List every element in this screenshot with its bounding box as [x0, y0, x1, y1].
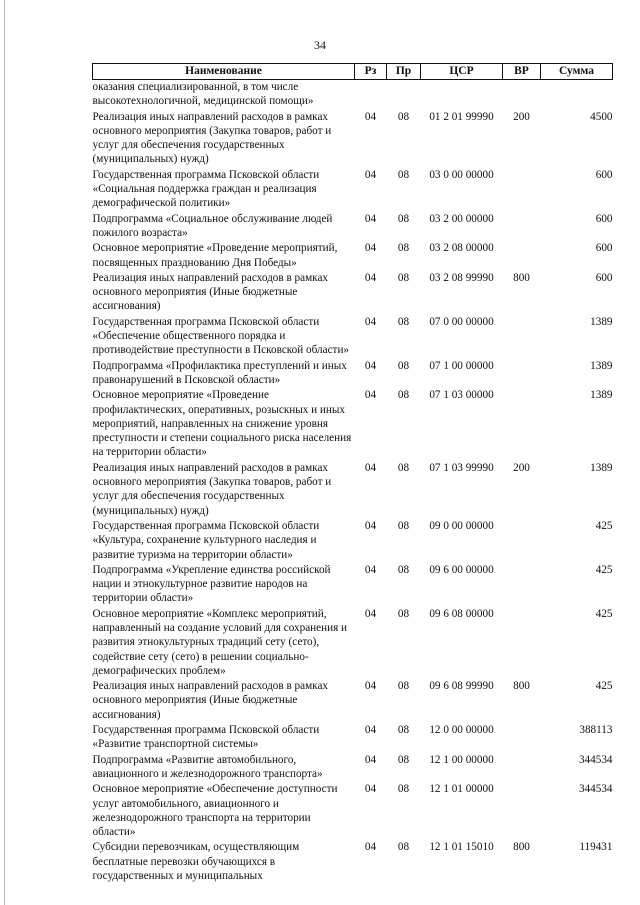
cell-pr: 08	[397, 680, 410, 693]
cell-pr	[387, 80, 421, 110]
table-body	[93, 80, 613, 885]
cell-rz: 04	[364, 110, 377, 123]
table-row	[93, 388, 613, 460]
cell-csr: 03 2 08 00000	[429, 242, 494, 255]
cell-csr: 03 2 08 99990	[429, 271, 494, 284]
table-row	[93, 607, 613, 679]
cell-name: Государственная программа Псковской области «Культура, сохранение культурного наследия и развитие туризма на территории области»	[92, 519, 320, 561]
cell-rz: 04	[364, 168, 377, 181]
table-row	[93, 80, 613, 110]
table-row	[93, 679, 613, 723]
cell-name: Подпрограмма «Профилактика преступлений и иных правонарушений в Псковской области»	[92, 359, 347, 386]
cell-pr: 08	[397, 841, 410, 854]
cell-vr	[503, 519, 541, 563]
cell-sum: 425	[595, 607, 613, 620]
cell-sum: 1389	[590, 315, 613, 328]
cell-pr: 08	[397, 753, 410, 766]
column-header-csr: ЦСР	[421, 64, 503, 80]
budget-table	[92, 63, 613, 884]
cell-rz: 04	[364, 724, 377, 737]
column-header-sum: Сумма	[541, 64, 613, 80]
cell-vr	[503, 563, 541, 607]
cell-rz: 04	[364, 753, 377, 766]
cell-name: Основное мероприятие «Проведение мероприятий, посвященных празднованию Дня Победы»	[92, 242, 338, 269]
cell-csr: 09 0 00 00000	[429, 519, 494, 532]
cell-name: Основное мероприятие «Проведение профилактических, оперативных, розыскных и иных мероприятий, направленных на снижение уровня преступности и степени социального риска населения на территории области»	[92, 389, 352, 459]
cell-rz: 04	[364, 783, 377, 796]
cell-vr	[503, 388, 541, 460]
cell-name: Реализация иных направлений расходов в рамках основного мероприятия (Закупка товаров, работ и услуг для обеспечения государственных (муниципальных) нужд)	[92, 110, 332, 166]
cell-csr: 07 0 00 00000	[429, 315, 494, 328]
cell-rz: 04	[364, 212, 377, 225]
cell-vr	[503, 212, 541, 242]
page-number: 34	[314, 38, 326, 52]
cell-csr: 12 1 00 00000	[429, 753, 494, 766]
cell-sum: 1389	[590, 461, 613, 474]
table-row	[93, 359, 613, 389]
table-row	[93, 271, 613, 315]
cell-vr: 800	[513, 271, 530, 284]
cell-rz: 04	[364, 271, 377, 284]
cell-sum: 600	[595, 271, 613, 284]
table-row	[93, 840, 613, 884]
cell-vr	[503, 315, 541, 359]
cell-sum: 119431	[579, 841, 613, 854]
table-row	[93, 110, 613, 168]
cell-sum: 1389	[590, 359, 613, 372]
cell-name: Реализация иных направлений расходов в рамках основного мероприятия (Закупка товаров, работ и услуг для обеспечения государственных (муниципальных) нужд)	[92, 461, 332, 517]
cell-sum: 344534	[578, 783, 613, 796]
cell-name: Подпрограмма «Социальное обслуживание людей пожилого возраста»	[92, 212, 333, 239]
cell-name: Реализация иных направлений расходов в рамках основного мероприятия (Иные бюджетные ассигнования)	[92, 271, 329, 313]
cell-pr: 08	[397, 271, 410, 284]
cell-rz: 04	[364, 607, 377, 620]
cell-name: Основное мероприятие «Обеспечение доступности услуг автомобильного, авиационного и железнодорожного транспорта на территории области»	[92, 783, 338, 839]
cell-sum: 1389	[590, 389, 613, 402]
cell-rz: 04	[364, 461, 377, 474]
cell-pr: 08	[397, 110, 410, 123]
cell-pr: 08	[397, 783, 410, 796]
table-row	[93, 519, 613, 563]
cell-name: Подпрограмма «Укрепление единства российской нации и этнокультурное развитие народов на территории области»	[92, 563, 331, 605]
cell-pr: 08	[397, 389, 410, 402]
cell-rz: 04	[364, 841, 377, 854]
cell-sum: 600	[595, 212, 613, 225]
cell-pr: 08	[397, 519, 410, 532]
cell-vr	[503, 723, 541, 753]
table-header-row	[93, 64, 613, 80]
cell-sum: 600	[595, 168, 613, 181]
cell-rz	[355, 80, 387, 110]
table-row	[93, 315, 613, 359]
cell-rz: 04	[364, 563, 377, 576]
cell-pr: 08	[397, 212, 410, 225]
cell-pr: 08	[397, 242, 410, 255]
cell-sum: 425	[595, 563, 613, 576]
cell-vr	[503, 241, 541, 271]
cell-name: Государственная программа Псковской области «Социальная поддержка граждан и реализация демографической политики»	[92, 168, 320, 210]
cell-pr: 08	[397, 607, 410, 620]
cell-csr: 03 0 00 00000	[429, 168, 494, 181]
cell-name: Реализация иных направлений расходов в рамках основного мероприятия (Иные бюджетные ассигнования)	[92, 680, 329, 721]
table-row	[93, 212, 613, 242]
table-row	[93, 753, 613, 783]
cell-pr: 08	[397, 724, 410, 737]
column-header-name: Наименование	[93, 64, 355, 80]
cell-name: Подпрограмма «Развитие автомобильного, авиационного и железнодорожного транспорта»	[92, 753, 323, 780]
cell-csr: 07 1 00 00000	[429, 359, 494, 372]
page-edge-line	[4, 0, 5, 905]
cell-rz: 04	[364, 242, 377, 255]
cell-vr	[503, 80, 541, 110]
cell-csr: 07 1 03 00000	[429, 389, 494, 402]
table-row	[93, 723, 613, 753]
table-row	[93, 563, 613, 607]
cell-sum: 600	[595, 242, 613, 255]
cell-sum: 344534	[578, 753, 613, 766]
cell-csr: 01 2 01 99990	[429, 110, 494, 123]
cell-pr: 08	[397, 563, 410, 576]
cell-pr: 08	[397, 461, 410, 474]
cell-name: Субсидии перевозчикам, осуществляющим бесплатные перевозки обучающихся в государственных и муниципальных	[92, 841, 300, 883]
cell-name: Основное мероприятие «Комплекс мероприятий, направленный на создание условий для сохранения и развития этнокультурных традиций сету (сето), содействие сету (сето) в решении социально-демографических проблем»	[92, 607, 348, 677]
cell-rz: 04	[364, 680, 377, 693]
column-header-pr: Пр	[387, 64, 421, 80]
cell-csr: 09 6 08 99990	[429, 680, 494, 693]
cell-csr: 12 1 01 00000	[429, 783, 494, 796]
cell-vr	[503, 782, 541, 840]
cell-vr	[503, 359, 541, 389]
cell-name: оказания специализированной, в том числе высокотехнологичной, медицинской помощи»	[92, 81, 314, 108]
cell-sum: 4500	[590, 110, 613, 123]
cell-rz: 04	[364, 519, 377, 532]
table-row	[93, 782, 613, 840]
cell-csr: 09 6 08 00000	[429, 607, 494, 620]
table-row	[93, 461, 613, 519]
column-header-rz: Рз	[355, 64, 387, 80]
cell-vr: 200	[513, 110, 530, 123]
cell-sum	[541, 80, 613, 110]
cell-csr: 12 0 00 00000	[429, 724, 494, 737]
cell-vr	[503, 753, 541, 783]
cell-pr: 08	[397, 359, 410, 372]
cell-rz: 04	[364, 389, 377, 402]
cell-rz: 04	[364, 315, 377, 328]
cell-vr	[503, 607, 541, 679]
cell-name: Государственная программа Псковской области «Развитие транспортной системы»	[92, 724, 320, 751]
table-row	[93, 241, 613, 271]
cell-vr	[503, 168, 541, 212]
cell-vr: 800	[513, 680, 530, 693]
cell-vr: 800	[513, 841, 530, 854]
cell-pr: 08	[397, 168, 410, 181]
column-header-vr: ВР	[503, 64, 541, 80]
cell-name: Государственная программа Псковской области «Обеспечение общественного порядка и противодействие преступности в Псковской области»	[92, 315, 350, 357]
cell-csr: 09 6 00 00000	[429, 563, 494, 576]
cell-csr: 12 1 01 15010	[429, 841, 494, 854]
cell-sum: 388113	[579, 724, 613, 737]
cell-csr: 07 1 03 99990	[429, 461, 494, 474]
cell-sum: 425	[595, 680, 613, 693]
table-row	[93, 168, 613, 212]
cell-pr: 08	[397, 315, 410, 328]
cell-sum: 425	[595, 519, 613, 532]
cell-csr: 03 2 00 00000	[429, 212, 494, 225]
cell-vr: 200	[513, 461, 530, 474]
cell-csr	[421, 80, 503, 110]
cell-rz: 04	[364, 359, 377, 372]
